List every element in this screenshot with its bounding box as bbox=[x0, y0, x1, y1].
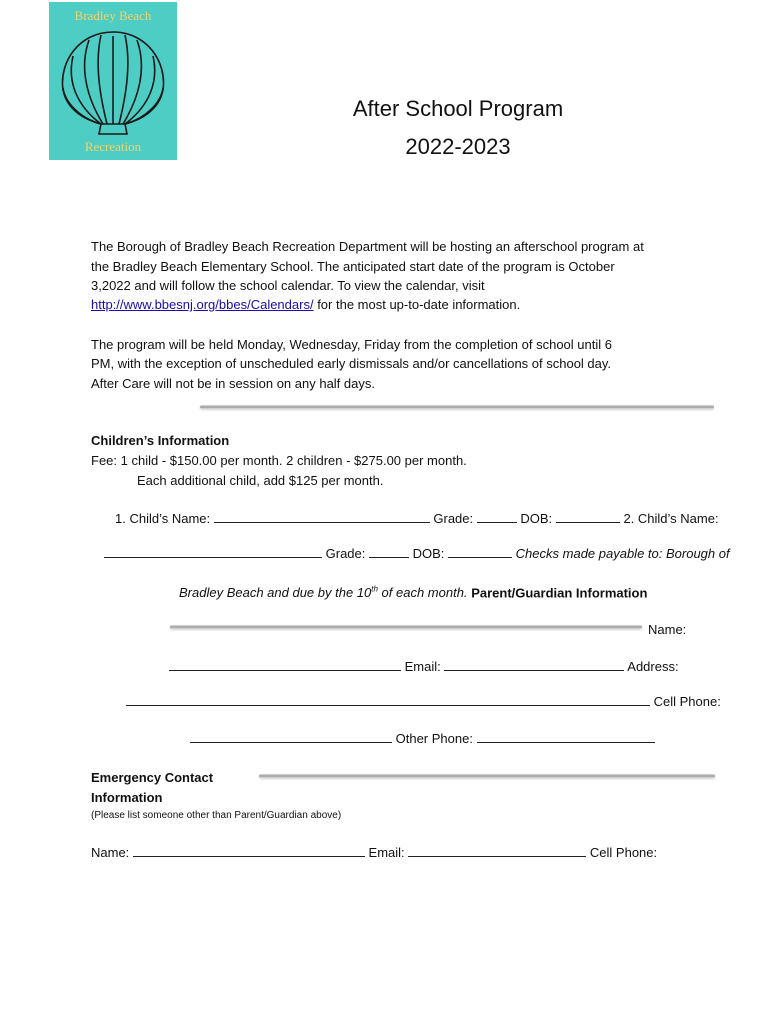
guardian-cell-label: Cell Phone: bbox=[653, 694, 721, 709]
emergency-name-field[interactable] bbox=[133, 844, 365, 857]
child2-row bbox=[104, 544, 730, 563]
schedule-line-3: After Care will not be in session on any half days. bbox=[91, 376, 375, 391]
guardian-row-1 bbox=[169, 657, 679, 676]
emergency-name-label: Name: bbox=[91, 845, 130, 860]
logo-top-text: Bradley Beach bbox=[74, 8, 152, 23]
schedule-line-1: The program will be held Monday, Wednesday, Friday from the completion of school until 6 bbox=[91, 337, 612, 352]
child1-grade-field[interactable] bbox=[477, 510, 517, 523]
guardian-cell-field[interactable] bbox=[190, 730, 392, 743]
intro-line-4 bbox=[91, 295, 520, 314]
child2-grade-field[interactable] bbox=[369, 545, 409, 558]
guardian-row-2 bbox=[126, 692, 721, 711]
child1-dob-label: DOB: bbox=[520, 511, 553, 526]
child2-dob-field[interactable] bbox=[448, 545, 512, 558]
guardian-name-label: Name: bbox=[648, 622, 687, 637]
emergency-heading-2: Information bbox=[91, 790, 163, 805]
guardian-row-3 bbox=[190, 729, 655, 748]
guardian-other-phone-label: Other Phone: bbox=[395, 731, 473, 746]
intro-line-1: The Borough of Bradley Beach Recreation Department will be hosting an afterschool program at bbox=[91, 239, 644, 254]
child1-name-label: 1. Child’s Name: bbox=[115, 511, 211, 526]
emergency-email-label: Email: bbox=[368, 845, 405, 860]
checks-note-line2: Bradley Beach and due by the 10th of each month. bbox=[179, 585, 468, 601]
logo-bottom-text: Recreation bbox=[84, 139, 142, 154]
emergency-note: (Please list someone other than Parent/Guardian above) bbox=[91, 810, 342, 821]
child2-name-field[interactable] bbox=[104, 545, 322, 558]
schedule-line-2: PM, with the exception of unscheduled early dismissals and/or cancellations of school day. bbox=[91, 356, 612, 371]
checks-note-row bbox=[179, 580, 647, 602]
emergency-heading-1: Emergency Contact bbox=[91, 770, 214, 785]
guardian-divider bbox=[170, 625, 642, 629]
child1-dob-field[interactable] bbox=[556, 510, 620, 523]
guardian-email-label: Email: bbox=[404, 659, 441, 674]
fee-line-1: Fee: 1 child - $150.00 per month. 2 children - $275.00 per month. bbox=[91, 453, 467, 468]
guardian-email-field[interactable] bbox=[444, 658, 624, 671]
child1-name-field[interactable] bbox=[214, 510, 430, 523]
emergency-email-field[interactable] bbox=[408, 844, 586, 857]
children-heading: Children’s Information bbox=[91, 433, 230, 448]
fee-line-2: Each additional child, add $125 per month. bbox=[137, 473, 384, 488]
guardian-other-phone-field[interactable] bbox=[477, 730, 655, 743]
intro-line-2: the Bradley Beach Elementary School. The anticipated start date of the program is October bbox=[91, 259, 615, 274]
calendar-link[interactable]: http://www.bbesnj.org/bbes/Calendars/ bbox=[91, 297, 314, 312]
child2-name-label: 2. Child’s Name: bbox=[623, 511, 719, 526]
intro-line-3: 3,2022 and will follow the school calendar. To view the calendar, visit bbox=[91, 278, 485, 293]
child2-dob-label: DOB: bbox=[412, 546, 445, 561]
emergency-row bbox=[91, 843, 657, 862]
child1-row bbox=[115, 509, 719, 528]
emergency-divider bbox=[259, 774, 715, 778]
guardian-heading: Parent/Guardian Information bbox=[471, 585, 648, 601]
emergency-cell-label: Cell Phone: bbox=[589, 845, 658, 860]
child2-grade-label: Grade: bbox=[325, 546, 366, 561]
guardian-name-field[interactable] bbox=[169, 658, 401, 671]
page-title: After School Program bbox=[352, 96, 564, 121]
section-divider bbox=[200, 405, 714, 409]
guardian-address-label: Address: bbox=[627, 659, 679, 674]
child1-grade-label: Grade: bbox=[433, 511, 474, 526]
guardian-address-field[interactable] bbox=[126, 693, 650, 706]
page-subtitle-years: 2022-2023 bbox=[405, 134, 511, 159]
checks-note: Checks made payable to: Borough of bbox=[515, 546, 730, 561]
intro-line-4-rest: for the most up-to-date information. bbox=[313, 297, 521, 312]
